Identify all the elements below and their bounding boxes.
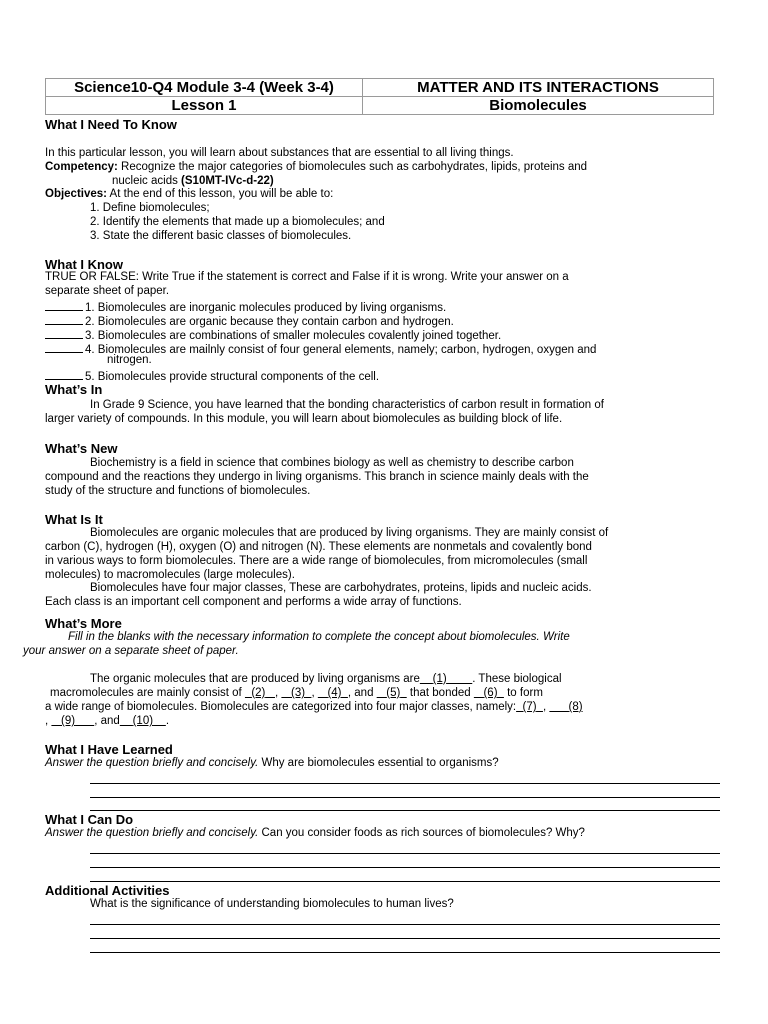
blank-1: (1) xyxy=(432,673,447,685)
tf-instruction-2: separate sheet of paper. xyxy=(45,285,170,297)
whats-in-line: In Grade 9 Science, you have learned that the bonding characteristics of carbon result in formation of xyxy=(90,399,604,411)
competency-line-2: nucleic acids (S10MT-IVc-d-22) xyxy=(112,175,274,187)
answer-blank xyxy=(45,327,83,339)
blank-8: (8) xyxy=(568,701,583,713)
blank-4: (4) xyxy=(327,687,342,699)
tf-item: 5. Biomolecules provide structural components of the cell. xyxy=(45,368,379,385)
objective-item: 2. Identify the elements that made up a biomolecules; and xyxy=(90,216,385,228)
competency-code: (S10MT-IVc-d-22) xyxy=(181,175,274,187)
what-is-it-line: Biomolecules have four major classes, These are carbohydrates, proteins, lipids and nucleic acids. xyxy=(90,582,592,594)
blank-6: (6) xyxy=(483,687,498,699)
what-is-it-line: carbon (C), hydrogen (H), oxygen (O) and nitrogen (N). These elements are nonmetals and covalently bond xyxy=(45,541,592,553)
answer-line xyxy=(90,783,720,784)
blank-5: (5) xyxy=(386,687,401,699)
answer-blank xyxy=(45,313,83,325)
competency-text: Recognize the major categories of biomolecules such as carbohydrates, lipids, proteins and xyxy=(117,161,588,173)
whats-more-instruction: Fill in the blanks with the necessary information to complete the concept about biomolecules. Write xyxy=(68,631,570,643)
section-heading-what-is-it: What Is It xyxy=(45,512,103,527)
what-is-it-line: in various ways to form biomolecules. There are a wide range of biomolecules, from micromolecules (small xyxy=(45,555,588,567)
header-table xyxy=(45,78,714,115)
quarter-topic: MATTER AND ITS INTERACTIONS xyxy=(363,79,714,97)
answer-line xyxy=(90,952,720,953)
fill-in-line-2: macromolecules are mainly consist of (2) , (3) , (4) , and (5) that bonded (6) to form xyxy=(50,687,543,699)
competency-label: Competency: xyxy=(45,161,118,173)
learned-question: Answer the question briefly and concisely. Why are biomolecules essential to organisms? xyxy=(45,757,499,769)
tf-instruction: TRUE OR FALSE: Write True if the statement is correct and False if it is wrong. Write your answer on a xyxy=(45,271,569,283)
section-heading-what-i-have-learned: What I Have Learned xyxy=(45,742,173,757)
answer-line xyxy=(90,867,720,868)
fill-in-line-3: a wide range of biomolecules. Biomolecules are categorized into four major classes, namely: (7) , (8) xyxy=(45,701,583,713)
fill-in-line-1: The organic molecules that are produced by living organisms are (1) . These biological xyxy=(90,673,562,685)
blank-9: (9) xyxy=(61,715,76,727)
section-heading-whats-new: What’s New xyxy=(45,441,118,456)
answer-line xyxy=(90,938,720,939)
answer-line xyxy=(90,810,720,811)
blank-3: (3) xyxy=(290,687,306,699)
section-heading-what-i-can-do: What I Can Do xyxy=(45,812,134,827)
blank-2: (2) xyxy=(251,687,266,699)
blank-7: (7) xyxy=(522,701,537,713)
intro-text: In this particular lesson, you will learn about substances that are essential to all living things. xyxy=(45,147,514,159)
answer-line xyxy=(90,853,720,854)
whats-more-instruction-2: your answer on a separate sheet of paper. xyxy=(23,645,239,657)
blank-10: (10) xyxy=(132,715,154,727)
additional-question: What is the significance of understanding biomolecules to human lives? xyxy=(90,898,454,910)
what-is-it-line: molecules) to macromolecules (large molecules). xyxy=(45,569,295,581)
section-heading-additional-activities: Additional Activities xyxy=(45,883,170,898)
tf-item: 4. Biomolecules are mailnly consist of four general elements, namely; carbon, hydrogen, oxygen and xyxy=(45,341,596,358)
section-heading-whats-more: What’s More xyxy=(45,616,122,631)
answer-line xyxy=(90,881,720,882)
objectives-line: Objectives: At the end of this lesson, you will be able to: xyxy=(45,188,334,200)
lesson-number: Lesson 1 xyxy=(46,97,363,115)
what-is-it-line: Biomolecules are organic molecules that are produced by living organisms. They are mainly consist of xyxy=(90,527,609,539)
section-heading-what-i-know: What I Know xyxy=(45,257,123,272)
objectives-label: Objectives: xyxy=(45,188,107,200)
tf-item: 1. Biomolecules are inorganic molecules produced by living organisms. xyxy=(45,299,446,316)
tf-item-continued: nitrogen. xyxy=(107,354,152,366)
what-is-it-line: Each class is an important cell component and performs a wide array of functions. xyxy=(45,596,462,608)
lesson-topic: Biomolecules xyxy=(363,97,714,115)
objective-item: 3. State the different basic classes of biomolecules. xyxy=(90,230,352,242)
answer-blank xyxy=(45,299,83,311)
tf-item: 3. Biomolecules are combinations of smaller molecules covalently joined together. xyxy=(45,327,501,344)
module-title: Science10-Q4 Module 3-4 (Week 3-4) xyxy=(46,79,363,97)
whats-new-line: compound and the reactions they undergo in living organisms. This branch in science mainly deals with the xyxy=(45,471,589,483)
can-do-question: Answer the question briefly and concisely. Can you consider foods as rich sources of biomolecules? Why? xyxy=(45,827,585,839)
answer-line xyxy=(90,924,720,925)
tf-item: 2. Biomolecules are organic because they contain carbon and hydrogen. xyxy=(45,313,454,330)
whats-new-line: Biochemistry is a field in science that combines biology as well as chemistry to describe carbon xyxy=(90,457,574,469)
answer-blank xyxy=(45,341,83,353)
answer-blank xyxy=(45,368,83,380)
competency-line xyxy=(45,161,722,175)
whats-new-line: study of the structure and functions of biomolecules. xyxy=(45,485,311,497)
section-heading-need-to-know: What I Need To Know xyxy=(45,117,177,132)
whats-in-line: larger variety of compounds. In this module, you will learn about biomolecules as building block of life. xyxy=(45,413,563,425)
section-heading-whats-in: What’s In xyxy=(45,382,103,397)
objective-item: 1. Define biomolecules; xyxy=(90,202,210,214)
fill-in-line-4: , (9) , and (10) . xyxy=(45,715,170,727)
answer-line xyxy=(90,797,720,798)
